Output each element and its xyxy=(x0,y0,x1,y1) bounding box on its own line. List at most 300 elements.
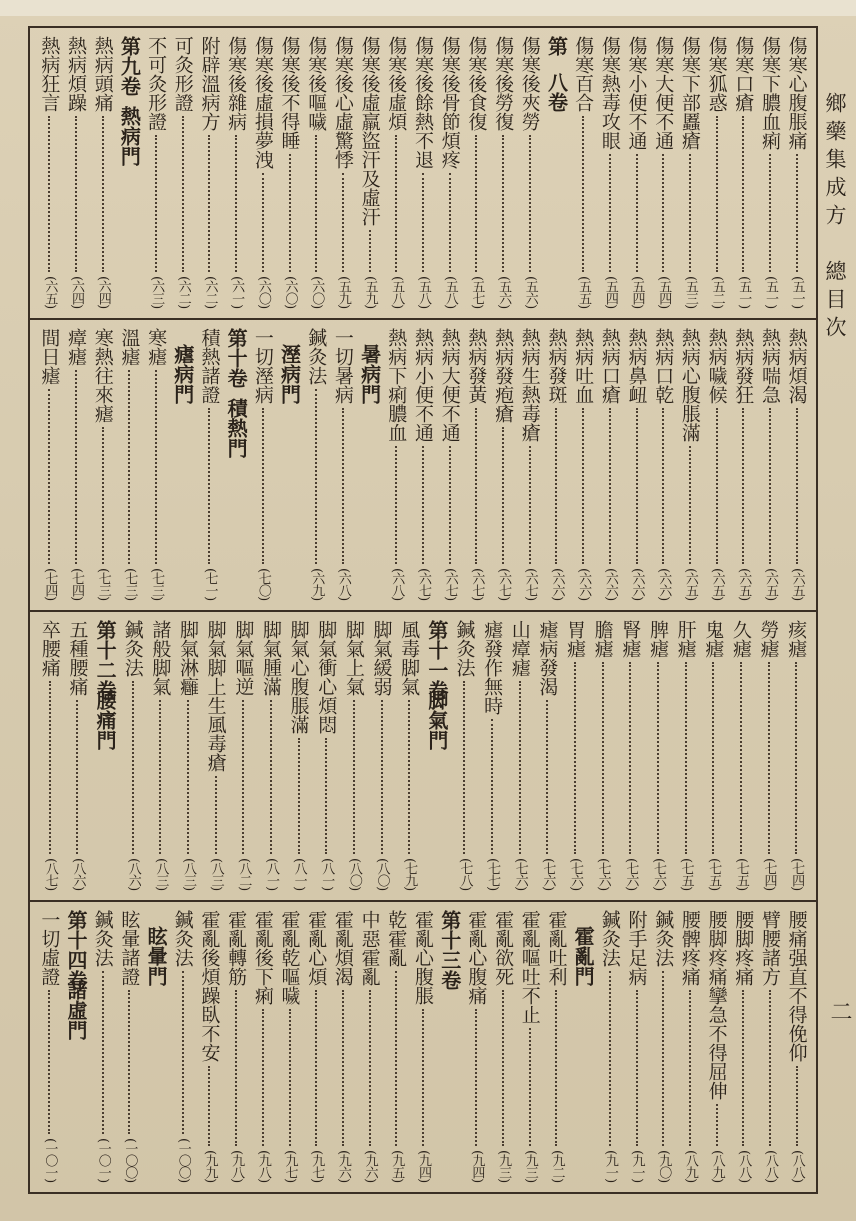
toc-entry-title: 溫瘧 xyxy=(118,328,141,366)
section-heading xyxy=(93,620,117,890)
toc-entry-page: (九〇) xyxy=(656,1149,672,1182)
toc-entry-page: (五一) xyxy=(762,275,778,308)
toc-entry-title: 間日瘧 xyxy=(38,328,61,385)
toc-entry xyxy=(117,328,141,600)
toc-entry xyxy=(701,620,725,890)
band-divider xyxy=(28,610,818,612)
toc-entry-page: (七四) xyxy=(69,567,85,600)
toc-entry xyxy=(705,328,729,600)
toc-entry xyxy=(224,910,248,1182)
toc-entry-title: 傷寒後虛羸盜汗及虛汗 xyxy=(358,36,381,226)
toc-entry-page: (六五) xyxy=(736,567,752,600)
toc-entry-page: (八一) xyxy=(263,857,279,890)
toc-entry-title: 熱病噦候 xyxy=(705,328,728,404)
toc-entry xyxy=(91,36,115,308)
dot-leader xyxy=(657,662,659,854)
toc-entry-title: 熱病發黃 xyxy=(465,328,488,404)
toc-entry-page: (五六) xyxy=(522,275,538,308)
toc-entry-title: 瘴瘧 xyxy=(65,328,88,366)
dot-leader xyxy=(215,776,217,854)
dot-leader xyxy=(49,681,51,854)
toc-entry-title: 霍亂煩渴 xyxy=(331,910,354,986)
dot-leader xyxy=(208,135,210,272)
toc-entry-title: 脚氣心腹脹滿 xyxy=(287,620,310,734)
toc-entry xyxy=(370,620,394,890)
toc-entry-title: 胃瘧 xyxy=(564,620,587,658)
volume-label: 第十卷 xyxy=(224,328,249,388)
dot-leader xyxy=(395,971,397,1146)
dot-leader xyxy=(609,154,611,272)
toc-entry-page: (六五) xyxy=(762,567,778,600)
section-heading xyxy=(425,620,449,890)
toc-entry-page: (九三) xyxy=(496,1149,512,1182)
toc-entry-page: (六五) xyxy=(42,275,58,308)
dot-leader xyxy=(768,662,770,854)
dot-leader xyxy=(187,700,189,854)
toc-entry-page: (九二) xyxy=(549,1149,565,1182)
dot-leader xyxy=(182,116,184,272)
dot-leader xyxy=(48,116,50,272)
toc-entry xyxy=(64,36,88,308)
toc-entry xyxy=(452,620,476,890)
dot-leader xyxy=(629,662,631,854)
toc-entry xyxy=(358,36,382,308)
section-heading xyxy=(171,328,195,600)
dot-leader xyxy=(102,427,104,564)
toc-entry-title: 一切暑病 xyxy=(331,328,354,404)
toc-entry-title: 鍼灸法 xyxy=(121,620,144,677)
toc-entry xyxy=(37,910,61,1182)
toc-entry-title: 熱病發斑 xyxy=(545,328,568,404)
toc-entry-page: (九五) xyxy=(389,1149,405,1182)
dot-leader xyxy=(342,173,344,272)
toc-entry-title: 霍亂乾嘔噦 xyxy=(278,910,301,1005)
dot-leader xyxy=(155,135,157,272)
toc-entry-title: 乾霍亂 xyxy=(385,910,408,967)
toc-entry xyxy=(91,910,115,1182)
dot-leader xyxy=(502,427,504,564)
toc-entry-title: 鬼瘧 xyxy=(702,620,725,658)
toc-entry-title: 傷寒後食復 xyxy=(465,36,488,131)
section-heading xyxy=(224,328,248,600)
toc-entry-title: 熱病發疱瘡 xyxy=(492,328,515,423)
toc-entry xyxy=(251,910,275,1182)
toc-entry-page: (六七) xyxy=(469,567,485,600)
toc-entry-title: 瘧發作無時 xyxy=(481,620,504,715)
toc-entry xyxy=(117,910,141,1182)
toc-entry-title: 熱病發狂 xyxy=(732,328,755,404)
toc-entry-page: (八八) xyxy=(762,1149,778,1182)
dot-leader xyxy=(662,971,664,1146)
toc-entry-page: (八三) xyxy=(181,857,197,890)
toc-entry xyxy=(731,36,755,308)
toc-entry xyxy=(287,620,311,890)
dot-leader xyxy=(529,135,531,272)
dot-leader xyxy=(315,135,317,272)
toc-entry-page: (七五) xyxy=(678,857,694,890)
toc-entry xyxy=(518,36,542,308)
toc-entry-page: (六七) xyxy=(496,567,512,600)
toc-entry-page: (七八) xyxy=(457,857,473,890)
toc-entry xyxy=(464,36,488,308)
toc-entry-page: (九六) xyxy=(362,1149,378,1182)
dot-leader xyxy=(208,1066,210,1146)
toc-entry xyxy=(384,36,408,308)
dot-leader xyxy=(76,700,78,854)
dot-leader xyxy=(582,116,584,272)
dot-leader xyxy=(48,389,50,564)
toc-entry xyxy=(618,620,642,890)
toc-entry-page: (六四) xyxy=(69,275,85,308)
toc-entry xyxy=(411,36,435,308)
volume-label: 第十一卷 xyxy=(424,620,449,700)
toc-entry-title: 卒腰痛 xyxy=(38,620,61,677)
toc-entry xyxy=(176,620,200,890)
page-number: 二 xyxy=(827,1000,852,1022)
dot-leader xyxy=(475,1009,477,1146)
toc-entry-title: 一切虛證 xyxy=(38,910,61,986)
page-top-edge xyxy=(0,0,856,16)
toc-entry-title: 腰痛强直不得俛仰 xyxy=(785,910,808,1062)
toc-entry-title: 勞瘧 xyxy=(757,620,780,658)
toc-entry xyxy=(591,620,615,890)
toc-entry-title: 山瘴瘧 xyxy=(508,620,531,677)
dot-leader xyxy=(369,230,371,272)
dot-leader xyxy=(685,662,687,854)
toc-entry-title: 熱病喘急 xyxy=(758,328,781,404)
dot-leader xyxy=(75,370,77,564)
toc-entry-page: (五五) xyxy=(576,275,592,308)
toc-entry xyxy=(491,328,515,600)
dot-leader xyxy=(262,173,264,272)
toc-entry-page: (八七) xyxy=(42,857,58,890)
toc-entry-title: 脾瘧 xyxy=(646,620,669,658)
dot-leader xyxy=(395,135,397,272)
toc-entry-page: (六〇) xyxy=(255,275,271,308)
toc-entry-page: (七五) xyxy=(733,857,749,890)
toc-entry-page: (七三) xyxy=(95,567,111,600)
toc-entry-title: 熱病小便不通 xyxy=(412,328,434,442)
toc-entry xyxy=(651,910,675,1182)
toc-entry-page: (八三) xyxy=(153,857,169,890)
dot-leader xyxy=(636,154,638,272)
toc-entry xyxy=(384,910,408,1182)
toc-entry-page: (六七) xyxy=(442,567,458,600)
dot-leader xyxy=(342,990,344,1146)
dot-leader xyxy=(742,990,744,1146)
toc-entry-title: 鍼灸法 xyxy=(91,910,114,967)
dot-leader xyxy=(796,154,798,272)
toc-entry-title: 眩暈諸證 xyxy=(118,910,141,986)
dot-leader xyxy=(128,990,130,1134)
toc-entry-title: 霍亂嘔吐不止 xyxy=(518,910,541,1024)
dot-leader xyxy=(795,662,797,854)
band-divider xyxy=(28,318,818,320)
toc-entry-page: (一〇一) xyxy=(42,1137,58,1182)
dot-leader xyxy=(289,154,291,272)
toc-entry-page: (八〇) xyxy=(374,857,390,890)
toc-entry xyxy=(757,620,781,890)
dot-leader xyxy=(662,408,664,564)
toc-entry-title: 脚氣嘔逆 xyxy=(232,620,255,696)
toc-entry-page: (一〇一) xyxy=(95,1137,111,1182)
toc-entry xyxy=(544,328,568,600)
toc-entry-title: 傷寒大便不通 xyxy=(652,36,675,150)
toc-entry xyxy=(758,910,782,1182)
toc-entry-title: 傷寒後虛煩 xyxy=(385,36,408,131)
volume-label: 第九卷 xyxy=(117,36,142,96)
toc-entry xyxy=(651,328,675,600)
dot-leader xyxy=(342,408,344,564)
toc-entry-page: (七四) xyxy=(42,567,58,600)
toc-entry xyxy=(91,328,115,600)
dot-leader xyxy=(235,990,237,1146)
toc-entry xyxy=(598,328,622,600)
toc-entry-title: 風毒脚氣 xyxy=(398,620,421,696)
dot-leader xyxy=(298,738,300,854)
toc-entry-page: (八九) xyxy=(709,1149,725,1182)
dot-leader xyxy=(75,116,77,272)
toc-entry-title: 熱病狂言 xyxy=(38,36,61,112)
toc-entry xyxy=(544,910,568,1182)
toc-entry-title: 膽瘧 xyxy=(591,620,614,658)
toc-entry-title: 傷寒熱毒攻眼 xyxy=(598,36,621,150)
toc-entry xyxy=(758,328,782,600)
toc-entry-page: (五四) xyxy=(602,275,618,308)
toc-entry-title: 鍼灸法 xyxy=(305,328,328,385)
toc-entry xyxy=(785,328,809,600)
toc-entry-page: (七四) xyxy=(761,857,777,890)
toc-entry-title: 熱病下痢膿血 xyxy=(385,328,408,442)
toc-entry-title: 脚氣淋癰 xyxy=(177,620,200,696)
dot-leader xyxy=(716,1104,718,1146)
toc-entry-page: (六七) xyxy=(416,567,431,600)
toc-entry-title: 一切溼病 xyxy=(251,328,274,404)
toc-entry xyxy=(625,36,649,308)
volume-label: 第 xyxy=(544,36,569,56)
dot-leader xyxy=(242,700,244,854)
toc-entry-title: 傷寒後嘔噦 xyxy=(305,36,328,131)
category-heading: 暑病門 xyxy=(357,344,382,404)
toc-entry-page: (六四) xyxy=(95,275,111,308)
toc-entry-title: 熱病口乾 xyxy=(652,328,675,404)
dot-leader xyxy=(262,1009,264,1146)
section-heading xyxy=(571,910,595,1182)
toc-entry-title: 霍亂吐利 xyxy=(545,910,568,986)
toc-entry xyxy=(304,910,328,1182)
toc-entry-page: (五三) xyxy=(682,275,698,308)
toc-entry xyxy=(535,620,559,890)
toc-entry-title: 熱病心腹脹滿 xyxy=(678,328,701,442)
toc-entry xyxy=(729,620,753,890)
toc-entry-title: 熱病口瘡 xyxy=(598,328,621,404)
toc-entry-page: (七六) xyxy=(568,857,584,890)
toc-entry xyxy=(384,328,408,600)
toc-entry-title: 五種腰痛 xyxy=(66,620,89,696)
toc-entry xyxy=(438,328,462,600)
toc-band-1 xyxy=(36,36,810,308)
toc-entry-title: 熱病鼻衄 xyxy=(625,328,648,404)
dot-leader xyxy=(102,971,104,1134)
toc-entry-page: (九七) xyxy=(309,1149,325,1182)
toc-entry xyxy=(438,36,462,308)
toc-entry xyxy=(491,910,515,1182)
toc-entry-page: (五四) xyxy=(656,275,672,308)
toc-entry-title: 脚氣上氣 xyxy=(342,620,365,696)
toc-entry-title: 霍亂心煩 xyxy=(305,910,328,986)
toc-entry xyxy=(64,328,88,600)
toc-entry-page: (六六) xyxy=(629,567,645,600)
dot-leader xyxy=(102,116,104,272)
dot-leader xyxy=(529,1028,531,1146)
toc-entry-title: 霍亂欲死 xyxy=(492,910,515,986)
toc-entry-page: (七五) xyxy=(706,857,722,890)
volume-label: 第十二卷 xyxy=(93,620,118,700)
toc-entry-title: 鍼灸法 xyxy=(453,620,476,677)
category-heading: 諸虛門 xyxy=(64,980,89,1040)
toc-entry-page: (八〇) xyxy=(346,857,362,890)
toc-entry xyxy=(224,36,248,308)
dot-leader xyxy=(742,408,744,564)
toc-entry-title: 傷寒心腹脹痛 xyxy=(785,36,808,150)
toc-entry-title: 傷寒後夾勞 xyxy=(518,36,541,131)
toc-entry-page: (六〇) xyxy=(309,275,325,308)
toc-entry xyxy=(646,620,670,890)
toc-entry-page: (六二) xyxy=(175,275,191,308)
toc-entry xyxy=(304,328,328,600)
toc-entry-title: 附辟溫病方 xyxy=(198,36,221,131)
toc-entry-page: (九一) xyxy=(602,1149,618,1182)
dot-leader xyxy=(381,700,383,854)
running-head: 鄉藥集成方 總目次 xyxy=(823,92,847,344)
dot-leader xyxy=(315,389,317,564)
toc-entry-page: (六六) xyxy=(656,567,672,600)
toc-entry-title: 鍼灸法 xyxy=(652,910,675,967)
dot-leader xyxy=(262,408,264,564)
toc-entry xyxy=(563,620,587,890)
category-heading: 霍亂門 xyxy=(571,926,596,986)
toc-entry xyxy=(231,620,255,890)
toc-entry-title: 瘧病發渴 xyxy=(536,620,559,696)
toc-entry-page: (九四) xyxy=(469,1149,485,1182)
toc-entry xyxy=(251,36,275,308)
toc-entry-title: 脚氣衝心煩悶 xyxy=(315,620,338,734)
dot-leader xyxy=(740,662,742,854)
toc-band-2 xyxy=(36,328,810,600)
toc-entry-page: (九三) xyxy=(522,1149,538,1182)
toc-entry xyxy=(331,328,355,600)
toc-entry-page: (八三) xyxy=(208,857,224,890)
dot-leader xyxy=(502,135,504,272)
section-heading xyxy=(544,36,568,308)
toc-entry-title: 腰脚疼痛 xyxy=(732,910,755,986)
toc-entry-page: (六八) xyxy=(389,567,405,600)
toc-entry xyxy=(278,36,302,308)
toc-entry-page: (六三) xyxy=(149,275,165,308)
volume-label-continued: 八卷 xyxy=(544,72,569,112)
dot-leader xyxy=(235,135,237,272)
toc-entry-page: (八六) xyxy=(125,857,141,890)
dot-leader xyxy=(636,408,638,564)
dot-leader xyxy=(519,681,521,854)
dot-leader xyxy=(48,990,50,1134)
toc-entry-page: (六五) xyxy=(789,567,805,600)
toc-entry xyxy=(331,910,355,1182)
toc-entry xyxy=(144,36,168,308)
toc-entry-title: 可灸形證 xyxy=(171,36,194,112)
dot-leader xyxy=(182,971,184,1134)
dot-leader xyxy=(609,971,611,1146)
toc-entry xyxy=(785,910,809,1182)
toc-entry-title: 不可灸形證 xyxy=(145,36,168,131)
dot-leader xyxy=(742,116,744,272)
dot-leader xyxy=(769,408,771,564)
dot-leader xyxy=(325,738,327,854)
toc-entry-page: (七四) xyxy=(789,857,805,890)
toc-entry-page: (六八) xyxy=(335,567,351,600)
dot-leader xyxy=(491,719,493,854)
toc-entry-title: 傷寒後骨節煩疼 xyxy=(438,36,461,169)
toc-entry-page: (七三) xyxy=(122,567,138,600)
toc-entry xyxy=(598,36,622,308)
toc-entry-page: (八九) xyxy=(682,1149,698,1182)
toc-entry-title: 傷寒後虛損夢洩 xyxy=(251,36,274,169)
toc-entry-title: 臂腰諸方 xyxy=(758,910,781,986)
toc-entry xyxy=(197,36,221,308)
dot-leader xyxy=(712,662,714,854)
toc-entry xyxy=(625,910,649,1182)
dot-leader xyxy=(159,700,161,854)
dot-leader xyxy=(609,408,611,564)
toc-entry-title: 傷寒下部䘌瘡 xyxy=(678,36,701,150)
dot-leader xyxy=(582,408,584,564)
toc-entry xyxy=(121,620,145,890)
toc-entry xyxy=(171,36,195,308)
toc-entry-page: (九四) xyxy=(416,1149,431,1182)
dot-leader xyxy=(796,408,798,564)
section-heading xyxy=(144,910,168,1182)
toc-entry-page: (七七) xyxy=(485,857,501,890)
toc-entry-page: (九一) xyxy=(629,1149,645,1182)
toc-entry-title: 痎瘧 xyxy=(785,620,808,658)
toc-band-3 xyxy=(36,620,810,890)
toc-entry-page: (五二) xyxy=(709,275,725,308)
toc-entry xyxy=(598,910,622,1182)
dot-leader xyxy=(463,681,465,854)
toc-entry xyxy=(37,328,61,600)
toc-entry xyxy=(37,36,61,308)
dot-leader xyxy=(689,446,691,564)
dot-leader xyxy=(422,173,424,272)
toc-entry-title: 霍亂轉筋 xyxy=(225,910,248,986)
volume-label: 第十四卷 xyxy=(64,910,89,990)
toc-entry xyxy=(651,36,675,308)
toc-entry xyxy=(197,910,221,1182)
band-divider xyxy=(28,900,818,902)
toc-entry xyxy=(171,910,195,1182)
toc-entry-page: (五八) xyxy=(389,275,405,308)
category-heading: 積熱門 xyxy=(224,398,249,458)
toc-entry-page: (八一) xyxy=(319,857,335,890)
section-heading xyxy=(117,36,141,308)
toc-entry xyxy=(705,910,729,1182)
toc-entry-page: (七六) xyxy=(540,857,556,890)
toc-entry-page: (五四) xyxy=(629,275,645,308)
toc-entry-title: 積熱諸證 xyxy=(198,328,221,404)
toc-entry xyxy=(508,620,532,890)
toc-entry-title: 熱病大便不通 xyxy=(438,328,461,442)
toc-entry-page: (五九) xyxy=(335,275,351,308)
